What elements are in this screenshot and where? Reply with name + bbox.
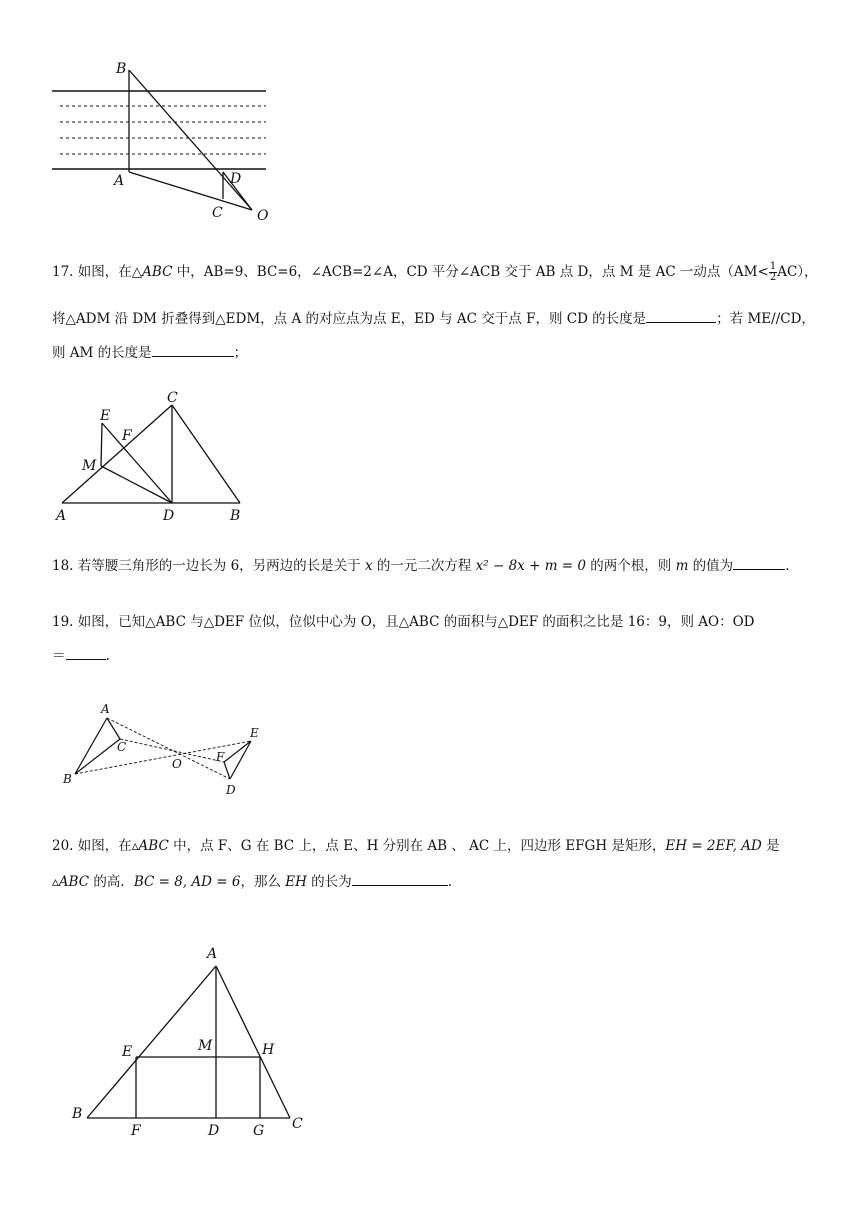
label-C: C [292, 1116, 303, 1132]
question-18: 18. 若等腰三角形的一边长为 6，另两边的长是关于 x 的一元二次方程 x² − 8x + m = 0 的两个根，则 m 的值为 . [52, 555, 808, 576]
question-17-line2: 将△ADM 沿 DM 折叠得到△EDM，点 A 的对应点为点 E，ED 与 AC 交于点 F，则 CD 的长度是 ；若 ME//CD， [52, 308, 808, 329]
label-C: C [117, 740, 127, 754]
question-19-line2: ＝ . [52, 645, 808, 666]
label-M: M [82, 458, 97, 474]
label-A: A [101, 702, 110, 716]
question-number: 17. [52, 264, 74, 280]
label-D: D [163, 508, 175, 524]
label-C: C [167, 390, 178, 406]
question-17: 17. 如图，在△ABC 中，AB=9、BC=6，∠ACB=2∠A，CD 平分∠ACB 交于 AB 点 D，点 M 是 AC 一动点（AM< $\frac{1}{2}$ AC）， [52, 261, 818, 283]
label-D: D [230, 171, 242, 187]
label-D: D [208, 1123, 220, 1139]
label-B: B [63, 772, 72, 786]
quadratic-equation: x² − 8x + m = 0 [475, 558, 586, 574]
label-B: B [230, 508, 241, 524]
label-M: M [198, 1038, 213, 1054]
label-O: O [257, 208, 269, 224]
label-H: H [262, 1042, 275, 1058]
question-20: 20. 如图，在▵ABC 中，点 F、G 在 BC 上，点 E、H 分别在 AB 、 AC 上，四边形 EFGH 是矩形，EH = 2EF, AD 是 [52, 838, 780, 854]
label-D: D [226, 783, 236, 797]
question-number: 19. [52, 614, 74, 630]
question-number: 18. [52, 558, 74, 574]
label-A: A [114, 173, 125, 189]
label-B: B [72, 1106, 83, 1122]
label-E: E [122, 1044, 133, 1060]
question-17-line3: 则 AM 的长度是 ； [52, 342, 808, 363]
question-20-line2: ▵ABC 的高．BC = 8, AD = 6，那么 EH 的长为 . [52, 871, 808, 892]
label-E: E [250, 726, 259, 740]
label-E: E [100, 408, 111, 424]
fraction-half: $\frac{1}{2}$ [769, 261, 777, 283]
label-O: O [172, 757, 182, 771]
question-number: 20. [52, 838, 74, 854]
label-F: F [122, 428, 132, 444]
label-A: A [207, 946, 218, 962]
label-F: F [131, 1123, 141, 1139]
label-F: F [216, 750, 225, 764]
label-C: C [212, 205, 223, 221]
label-A: A [56, 508, 67, 524]
label-G: G [253, 1123, 265, 1139]
label-B: B [116, 61, 127, 77]
question-19: 19. 如图，已知△ABC 与△DEF 位似，位似中心为 O，且△ABC 的面积与△DEF 的面积之比是 16：9，则 AO：OD [52, 614, 755, 630]
